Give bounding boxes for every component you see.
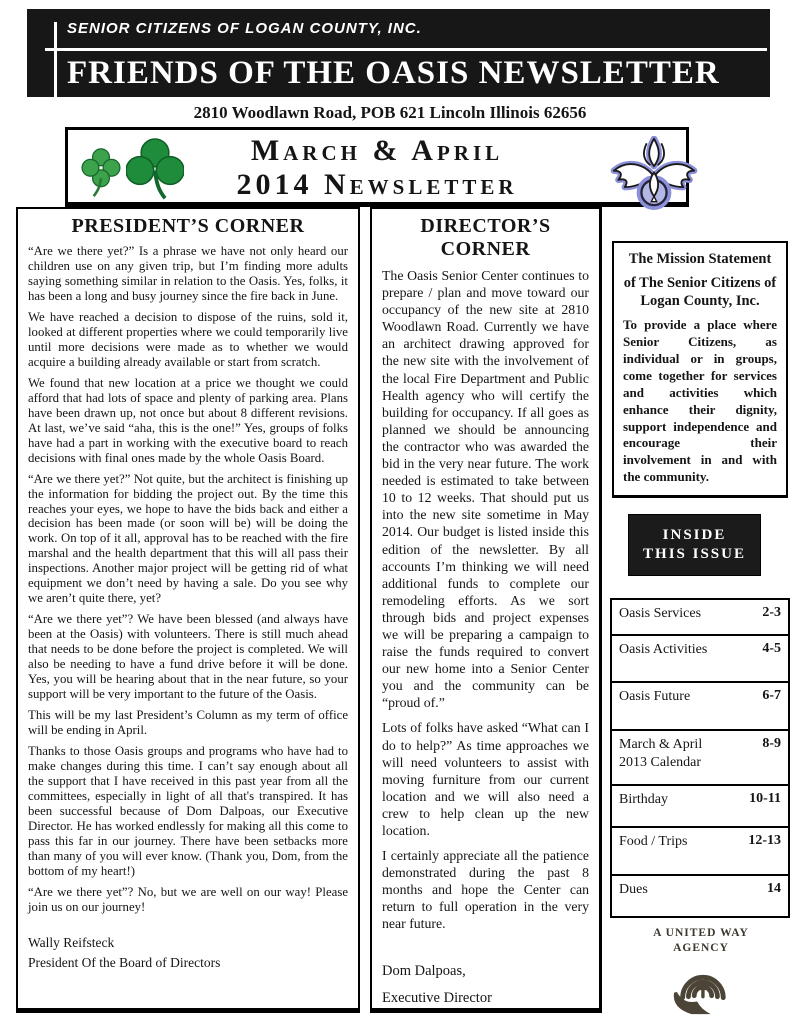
signature-title: Executive Director — [382, 989, 492, 1006]
signature-title: President Of the Board of Directors — [28, 954, 221, 970]
toc-label: Dues — [619, 882, 648, 897]
mission-heading: The Mission Statement — [628, 251, 772, 267]
presidents-corner-box — [16, 207, 360, 1013]
toc-row — [612, 828, 788, 876]
signature-name: Dom Dalpoas, — [382, 962, 466, 979]
toc-pages: 8-9 — [762, 736, 781, 751]
dove-icon — [608, 136, 700, 220]
banner-text — [68, 134, 686, 202]
toc-table — [610, 598, 790, 918]
banner-year-line: 2014 Newsletter — [236, 168, 518, 201]
address-line: 2810 Woodlawn Road, POB 621 Lincoln Illinois 62656 — [193, 103, 587, 122]
directors-corner-box — [370, 207, 602, 1013]
toc-label: Oasis Services — [619, 606, 702, 621]
directors-corner-title: DIRECTOR’S CORNER — [420, 215, 551, 260]
issue-banner — [65, 127, 689, 207]
toc-pages: 2-3 — [762, 605, 781, 620]
toc-row — [612, 600, 788, 636]
presidents-paragraph: This will be my last President’s Column as my term of office will be ending in April. — [28, 708, 348, 738]
toc-label: Oasis Future — [619, 689, 691, 704]
toc-pages: 4-5 — [762, 641, 781, 656]
directors-paragraph: The Oasis Senior Center continues to prepare / plan and move toward our occupancy of the new site at 2810 Woodlawn Road. Currently we have an architect drawing approved for the new site with the involvement of the local Fire Department and Public Health agency who will certify the building for occupancy. If all goes as planned we should be announcing the contractor who was awarded the bid in the very near future. The work needed is estimated to take between 10 to 12 weeks. That should put us into the new site sometime in May 2014. Our budget is listed inside this edition of the newsletter. By all accounts I’m thinking we will need additional funds to complete our remodeling efforts. As we sort through bids and project expenses we will be preparing a campaign to raise the funds required to convert our new home into a Senior Center you and the community can be “proud of.” — [382, 268, 589, 711]
presidents-signature — [28, 935, 348, 971]
toc-label: Birthday — [619, 792, 668, 807]
directors-paragraph: I certainly appreciate all the patience demonstrated during the past 8 months and hope the Center can return to full operation in the very near future. — [382, 848, 589, 932]
banner-month-line: March & April — [250, 134, 504, 167]
mission-statement-box — [612, 241, 788, 498]
directors-paragraph: Lots of folks have asked “What can I do to help?” As time approaches we will need volunteers to assist with moving furniture from our current location and we will also need a crew to help clean up the new location. — [382, 720, 589, 838]
newsletter-title: FRIENDS OF THE OASIS NEWSLETTER — [67, 55, 720, 91]
header-horizontal-rule — [45, 48, 767, 51]
presidents-paragraph: We have reached a decision to dispose of the ruins, sold it, looked at different properties where we could temporarily live until more decisions were made as to whether we would acquire a building already available or start from scratch. — [28, 309, 348, 369]
toc-label: Oasis Activities — [619, 642, 708, 657]
presidents-paragraph: “Are we there yet”? We have been blessed (and always have been at the Oasis) with volunteers. There is still much ahead that needs to be done before the project is completed. We will also be needing to have a fund drive before it will be done. Yes, you will be hearing about that in the near future, so your support will be very important to the future of the Oasis. — [28, 612, 348, 702]
org-name: SENIOR CITIZENS OF LOGAN COUNTY, INC. — [67, 20, 422, 37]
presidents-paragraph: “Are we there yet”? No, but we are well on our way! Please join us on our journey! — [28, 884, 348, 914]
united-way-agency — [626, 926, 776, 1021]
toc-row — [612, 731, 788, 786]
presidents-corner-title: PRESIDENT’S CORNER — [71, 215, 305, 237]
presidents-paragraph: “Are we there yet?” Not quite, but the architect is finishing up the information for bidding the project out. By the time this reaches your eyes, we hope to have the bids back and either a decision has been made (or soon will be) will be doing the work. On top of it all, approval has to be reached with the fire marshal and the health department that this will all pass their inspections. Another major project will be getting rid of what equipment we don’t need by having a sale. Do you see why we aren’t quite there, yet? — [28, 471, 348, 606]
toc-row — [612, 786, 788, 828]
united-way-label: A UNITED WAY AGENCY — [653, 927, 749, 954]
mission-subheading: of The Senior Citizens of Logan County, Inc. — [623, 275, 777, 310]
header-bar — [27, 9, 770, 97]
presidents-paragraph: Thanks to those Oasis groups and programs who have had to make changes during this time. I can’t say enough about all the support that I have received in this past year from all the committees, especially in light of all that's transpired. It has been successful because of Dom Dalpoas, our Executive Director. He has worked endlessly for making all this come to pass this far in our journey. There have been setbacks more than many of you will ever know. (Thank you, Dom, from the bottom of my heart!) — [28, 744, 348, 878]
inside-issue-title: INSIDE THIS ISSUE — [643, 527, 746, 562]
toc-pages: 10-11 — [749, 791, 781, 806]
signature-name: Wally Reifsteck — [28, 934, 115, 950]
toc-pages: 6-7 — [762, 688, 781, 703]
toc-pages: 14 — [767, 881, 781, 896]
directors-signature — [382, 963, 589, 1007]
toc-label: March & April 2013 Calendar — [619, 737, 703, 770]
toc-pages: 12-13 — [748, 833, 781, 848]
inside-issue-box — [628, 514, 761, 576]
toc-row — [612, 636, 788, 683]
presidents-paragraph: “Are we there yet?” Is a phrase we have not only heard our children use on any given trip, but I’m finding more adults saying something similar in relation to the Oasis. Yes, folks, it has been a long and busy journey since the fire back in June. — [28, 244, 348, 303]
toc-row — [612, 683, 788, 731]
toc-label: Food / Trips — [619, 834, 688, 849]
presidents-paragraph: We found that new location at a price we thought we could afford that had lots of space and plenty of parking area. Plans have been drawn up, not once but about 8 different revisions. At last, we’ve said “aha, this is the one!” Yes, groups of folks have had a part in working with the executive board to reach decisions with final ones made by the whole Oasis Board. — [28, 375, 348, 465]
mission-body: To provide a place where Senior Citizens, as individual or in groups, come together for services and activities which enhance their dignity, support independence and encourage their involvement in and with the community. — [623, 317, 777, 485]
united-way-logo-icon — [626, 958, 776, 1021]
toc-row — [612, 876, 788, 916]
header-vertical-rule — [54, 22, 57, 106]
